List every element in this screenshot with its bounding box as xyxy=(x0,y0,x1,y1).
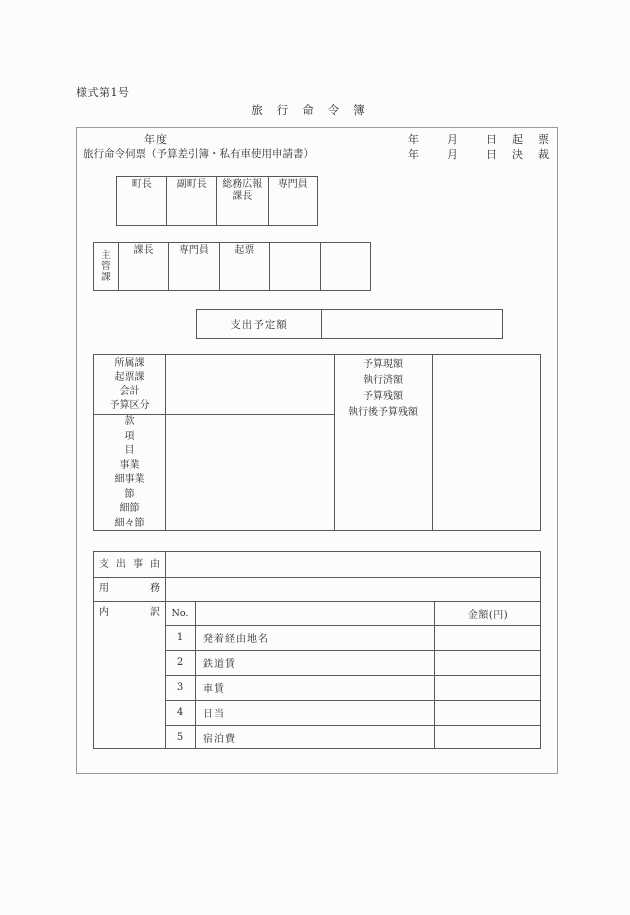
budget-amount-labels xyxy=(334,357,432,421)
row-no: 3 xyxy=(176,682,184,693)
row-item: 宿泊費 xyxy=(203,734,236,745)
stamp-cell-general-affairs-chief: 総務広報課長 xyxy=(216,177,268,225)
approval-stamp-table xyxy=(116,176,318,226)
form-subtitle: 旅行命令伺票（予算差引簿・私有車使用申請書） xyxy=(83,148,314,160)
row-item: 日当 xyxy=(203,709,225,720)
stamp-cell-specialist: 専門員 xyxy=(268,177,317,225)
planned-expense-box xyxy=(196,309,503,339)
budget-info-label: 予算区分 xyxy=(109,400,150,411)
planned-expense-value xyxy=(322,310,502,338)
row-amount xyxy=(434,675,542,700)
budget-account-labels xyxy=(94,415,165,531)
budget-info-label: 所属課 xyxy=(114,358,145,369)
stamp-cell-drafter: 起票 xyxy=(219,243,269,290)
budget-info-label: 会計 xyxy=(119,386,140,397)
budget-account-value xyxy=(166,415,334,530)
stamp-cell-section-specialist: 専門員 xyxy=(168,243,218,290)
budget-account-label: 事業 xyxy=(119,459,140,471)
budget-account-label: 項 xyxy=(124,430,135,442)
budget-account-label: 細節 xyxy=(119,503,140,514)
form-number: 様式第1号 xyxy=(76,86,130,99)
budget-account-label: 細事業 xyxy=(114,474,145,485)
budget-account-label: 款 xyxy=(124,416,135,427)
budget-info-labels xyxy=(94,357,165,413)
stamp-cell-mayor: 町長 xyxy=(131,179,152,190)
row-no: 5 xyxy=(176,732,184,743)
planned-expense-label: 支出予定額 xyxy=(197,310,322,338)
business-value xyxy=(166,578,540,601)
budget-account-label: 目 xyxy=(124,445,135,456)
detail-table xyxy=(93,551,541,749)
budget-amount-value xyxy=(433,355,541,530)
row-item: 鉄道賃 xyxy=(203,659,236,670)
form-outer-frame xyxy=(76,127,558,774)
stamp-cell-empty-2 xyxy=(320,243,370,290)
budget-info-label: 起票課 xyxy=(114,372,145,383)
budget-amount-label: 予算残額 xyxy=(363,391,403,402)
document-title: 旅行命令簿 xyxy=(251,103,379,117)
no-column-header: No. xyxy=(171,607,189,619)
budget-account-label: 節 xyxy=(124,488,135,500)
approval-date-line: 年 月 日 決 裁 xyxy=(408,148,551,161)
row-amount xyxy=(434,625,542,650)
row-item: 発着経由地名 xyxy=(203,634,269,645)
section-label-cell xyxy=(94,243,118,290)
issue-date-line: 年 月 日 起 票 xyxy=(408,133,551,146)
row-no: 4 xyxy=(176,707,184,718)
budget-account-label: 細々節 xyxy=(114,517,145,529)
row-no: 2 xyxy=(176,657,184,668)
section-label: 主管課 xyxy=(101,250,111,283)
expense-reason-label: 支出事由 xyxy=(99,559,160,570)
stamp-cell-section-chief: 課長 xyxy=(118,243,168,290)
row-amount xyxy=(434,700,542,725)
business-label: 用務 xyxy=(99,583,160,594)
amount-column-header: 金額(円) xyxy=(467,609,509,621)
budget-amount-label: 執行済額 xyxy=(363,375,403,386)
fiscal-year-label: 年度 xyxy=(144,133,168,146)
budget-info-value xyxy=(166,355,334,414)
budget-amount-label: 予算現額 xyxy=(363,359,403,370)
budget-table xyxy=(93,354,541,531)
breakdown-label: 内訳 xyxy=(99,607,160,618)
row-item: 車賃 xyxy=(203,684,225,695)
budget-amount-label: 執行後予算残額 xyxy=(348,407,418,418)
expense-reason-value xyxy=(166,552,540,577)
row-no: 1 xyxy=(176,632,184,643)
stamp-cell-deputy-mayor: 副町長 xyxy=(166,177,216,225)
section-stamp-table xyxy=(93,242,371,291)
row-amount xyxy=(434,650,542,675)
stamp-cell-empty-1 xyxy=(269,243,319,290)
row-amount xyxy=(434,725,542,750)
